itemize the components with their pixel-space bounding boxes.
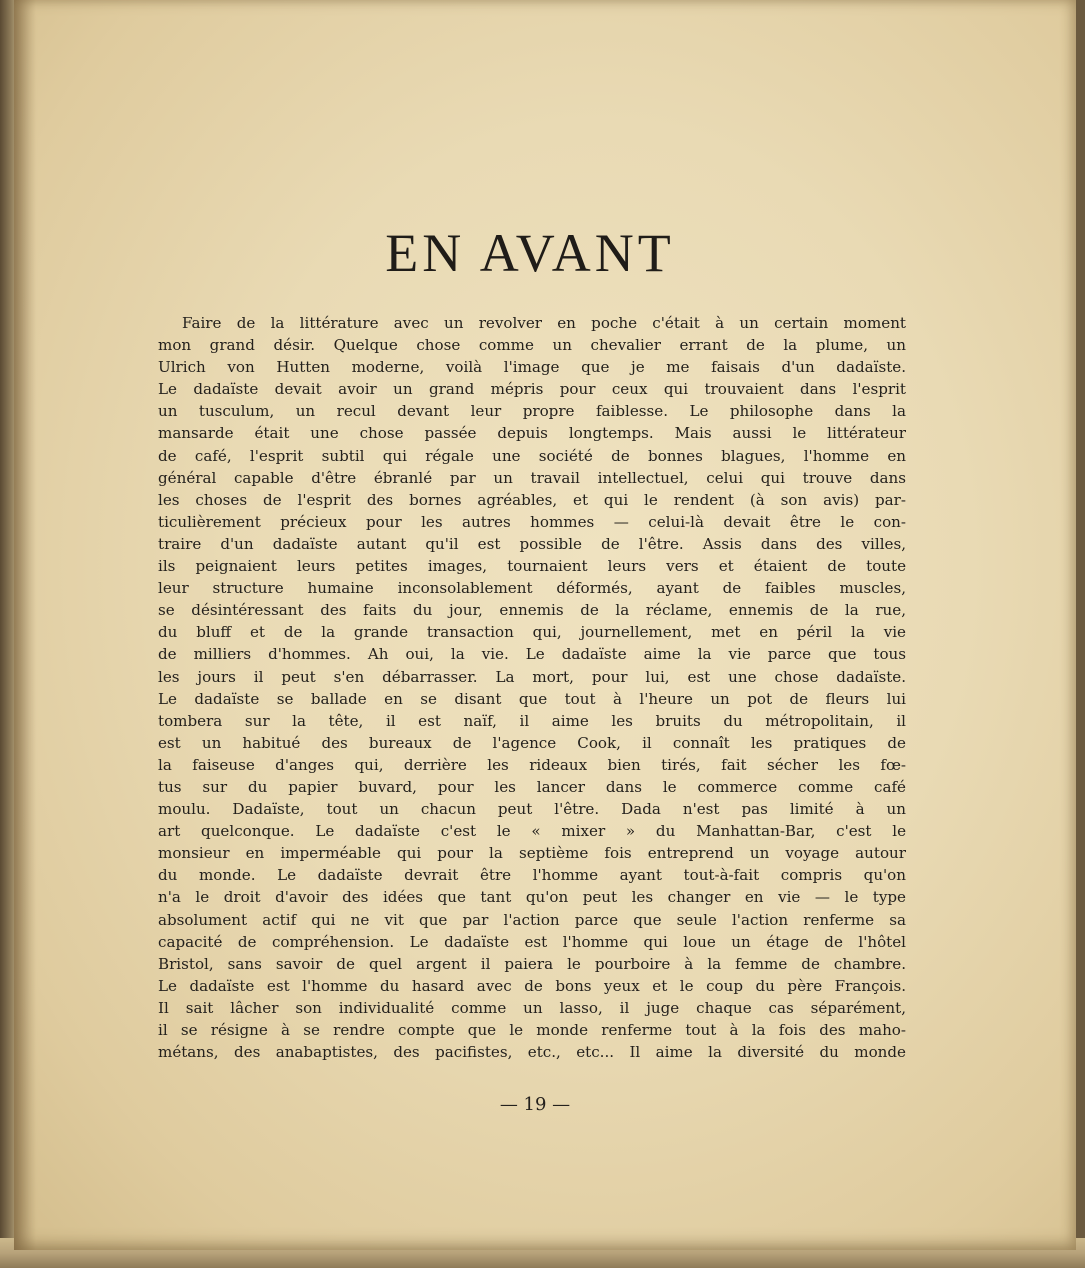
body-paragraph — [158, 312, 906, 1063]
text-line: est un habitué des bureaux de l'agence Cook, il connaît les pratiques de — [158, 733, 906, 752]
text-line: traire d'un dadaïste autant qu'il est possible de l'être. Assis dans des villes, — [158, 534, 906, 553]
text-line: la faiseuse d'anges qui, derrière les rideaux bien tirés, fait sécher les fœ- — [158, 755, 906, 774]
text-line: de milliers d'hommes. Ah oui, la vie. Le dadaïste aime la vie parce que tous — [158, 645, 906, 664]
chapter-title: EN AVANT — [385, 223, 675, 283]
gutter-shadow — [14, 0, 36, 1250]
text-line: n'a le droit d'avoir des idées que tant qu'on peut les changer en vie — le type — [158, 888, 906, 907]
text-line: capacité de compréhension. Le dadaïste est l'homme qui loue un étage de l'hôtel — [158, 932, 906, 951]
text-line: art quelconque. Le dadaïste c'est le « mixer » du Manhattan-Bar, c'est le — [158, 822, 906, 841]
text-line: il se résigne à se rendre compte que le monde renferme tout à la fois des maho- — [158, 1021, 906, 1039]
text-line: monsieur en imperméable qui pour la septième fois entreprend un voyage autour — [158, 844, 906, 863]
text-line: Ulrich von Hutten moderne, voilà l'image que je me faisais d'un dadaïste. — [158, 358, 906, 377]
text-line: de café, l'esprit subtil qui régale une société de bonnes blagues, l'homme en — [158, 446, 906, 465]
text-line: absolument actif qui ne vit que par l'action parce que seule l'action renferme sa — [158, 910, 906, 929]
text-line: Faire de la littérature avec un revolver en poche c'était à un certain moment — [182, 314, 906, 332]
text-line: ticulièrement précieux pour les autres hommes — celui-là devait être le con- — [158, 512, 906, 531]
text-line: Il sait lâcher son individualité comme un lasso, il juge chaque cas séparément, — [158, 998, 906, 1017]
text-line: mon grand désir. Quelque chose comme un chevalier errant de la plume, un — [158, 336, 906, 355]
text-line: tombera sur la tête, il est naïf, il aime les bruits du métropolitain, il — [158, 711, 906, 730]
text-line: du bluff et de la grande transaction qui, journellement, met en péril la vie — [158, 623, 906, 642]
text-line: se désintéressant des faits du jour, ennemis de la réclame, ennemis de la rue, — [158, 601, 906, 620]
text-line: tus sur du papier buvard, pour les lancer dans le commerce comme café — [158, 777, 906, 796]
text-line: un tusculum, un recul devant leur propre faiblesse. Le philosophe dans la — [158, 402, 906, 421]
text-line: Bristol, sans savoir de quel argent il paiera le pourboire à la femme de chambre. — [158, 954, 906, 973]
text-line: leur structure humaine inconsolablement déformés, ayant de faibles muscles, — [158, 579, 906, 598]
text-line: Le dadaïste devait avoir un grand mépris pour ceux qui trouvaient dans l'esprit — [158, 380, 906, 399]
text-line: Le dadaïste se ballade en se disant que tout à l'heure un pot de fleurs lui — [158, 689, 906, 708]
text-line: ils peignaient leurs petites images, tournaient leurs vers et étaient de toute — [158, 557, 906, 576]
text-line: général capable d'être ébranlé par un travail intellectuel, celui qui trouve dans — [158, 468, 906, 487]
text-line: Le dadaïste est l'homme du hasard avec de bons yeux et le coup du père François. — [158, 976, 906, 995]
text-line: les jours il peut s'en débarrasser. La mort, pour lui, est une chose dadaïste. — [158, 667, 906, 686]
text-line: mansarde était une chose passée depuis longtemps. Mais aussi le littérateur — [158, 424, 906, 443]
text-line: les choses de l'esprit des bornes agréables, et qui le rendent (à son avis) par- — [158, 490, 906, 509]
text-line: moulu. Dadaïste, tout un chacun peut l'être. Dada n'est pas limité à un — [158, 800, 906, 819]
text-line: du monde. Le dadaïste devrait être l'homme ayant tout-à-fait compris qu'on — [158, 866, 906, 885]
text-line: métans, des anabaptistes, des pacifistes, etc., etc... Il aime la diversité du monde — [158, 1043, 906, 1062]
page-number: — 19 — — [499, 1094, 571, 1115]
